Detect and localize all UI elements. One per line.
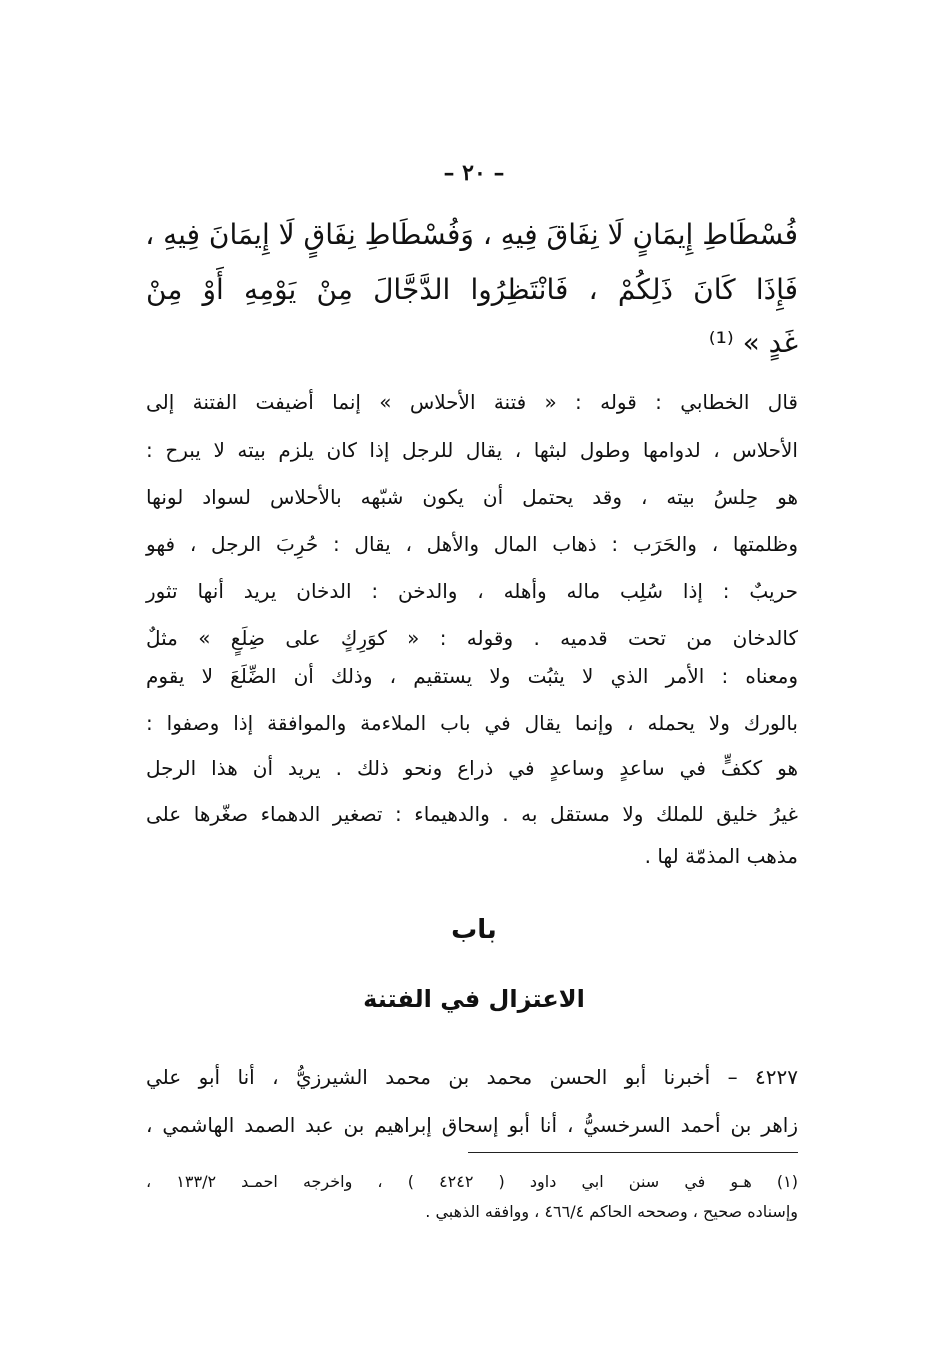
report-line: زاهر بن أحمد السرخسيُّ ، أنا أبو إسحاق إبراهيم بن عبد الصمد الهاشمي ، [146,1113,798,1137]
footnote-line: وإسناده صحيح ، وصححه الحاكم ٤٦٦/٤ ، ووافقه الذهبي . [425,1202,798,1221]
commentary-line: وظلمتها ، والحَرَب : ذهاب المال والأهل ، يقال : حُرِبَ الرجل ، فهو [146,532,798,556]
commentary-line: ومعناه : الأمر الذي لا يثبُت ولا يستقيم ، وذلك أن الضِّلَعَ لا يقوم [146,664,798,688]
chapter-title: الاعتزال في الفتنة [363,985,585,1013]
page-number: – ٢٠ – [443,160,505,186]
commentary-line: كالدخان من تحت قدميه . وقوله : « كوَرِكٍ على ضِلَعٍ » مثلٌ [146,626,798,650]
hadith-line: فَإِذَا كَانَ ذَلِكُمْ ، فَانْتَظِرُوا الدَّجَّالَ مِنْ يَوْمِهِ أَوْ مِنْ [146,273,798,306]
hadith-line: غَدٍ » ⁽¹⁾ [708,326,798,359]
commentary-line: غيرُ خليق للملك ولا مستقل به . والدهيماء : تصغير الدهماء صغّرها على [146,802,798,826]
commentary-line: الأحلاس ، لدوامها وطول لبثها ، يقال للرجل إذا كان يلزم بيته لا يبرح : [146,438,798,462]
commentary-line: بالورك ولا يحمله ، وإنما يقال في باب الملاءمة والموافقة إذا وصفوا : [146,711,798,735]
report-line: ٤٢٢٧ – أخبرنا أبو الحسن محمد بن محمد الشيرزيُّ ، أنا أبو علي [146,1065,798,1089]
footnote-separator [468,1152,798,1153]
footnote-line: (١) هـو في سنن ابي داود ( ٤٢٤٢ ) ، واخرجه احمـد ١٣٣/٢ ، [146,1172,799,1191]
commentary-line: حريبٌ : إذا سُلِب ماله وأهله ، والدخن : الدخان يريد أنها تثور [146,579,798,603]
commentary-line: هو ككفٍّ في ساعدٍ وساعدٍ في ذراع ونحو ذلك . يريد أن هذا الرجل [146,756,798,780]
hadith-line: فُسْطَاطِ إِيمَانٍ لَا نِفَاقَ فِيهِ ، وَفُسْطَاطِ نِفَاقٍ لَا إِيمَانَ فِيهِ ، [145,218,798,251]
chapter-label: باب [451,915,497,945]
commentary-line: قال الخطابي : قوله : « فتنة الأحلاس » إنما أضيفت الفتنة إلى [146,390,798,414]
commentary-line: مذهب المذمّة لها . [644,844,798,868]
commentary-line: هو حِلسُ بيته ، وقد يحتمل أن يكون شبّهه بالأحلاس لسواد لونها [146,485,798,509]
